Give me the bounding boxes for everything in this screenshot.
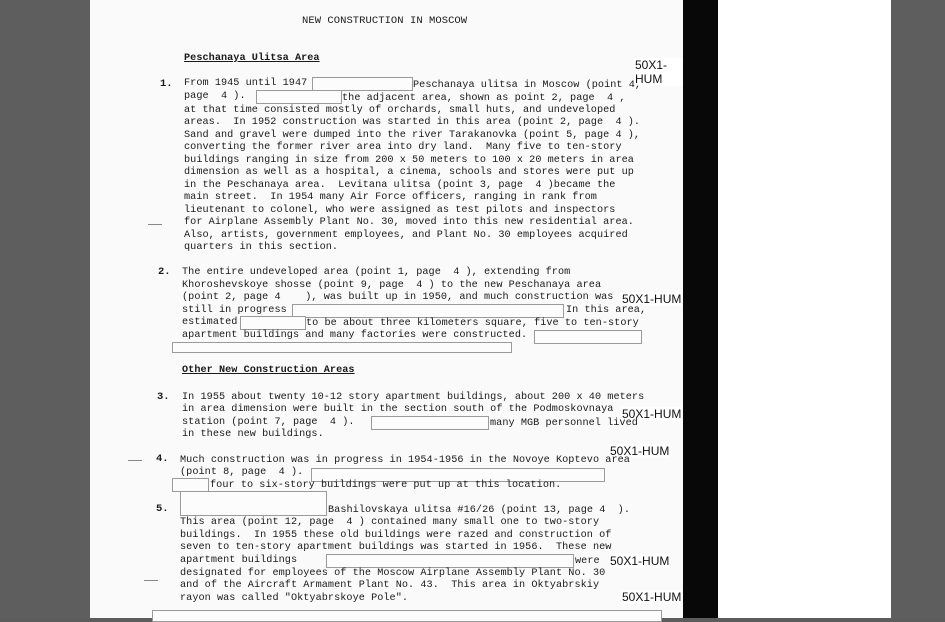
redaction-box <box>240 316 306 330</box>
item3-line: in these new buildings. <box>182 429 324 440</box>
item1-line: buildings ranging in size from 200 x 50 meters to 100 x 20 meters in area <box>184 155 634 166</box>
classification-stamp: 50X1-HUM <box>610 444 670 458</box>
redaction-box <box>172 478 209 492</box>
item-number: 2. <box>158 266 171 278</box>
item4-line: (point 8, page 4 ). <box>180 467 304 478</box>
item1-line: in the Peschanaya area. Levitana ulitsa (point 3, page 4 )became the <box>184 180 616 191</box>
margin-mark <box>128 460 142 461</box>
document-title: NEW CONSTRUCTION IN MOSCOW <box>302 15 468 27</box>
viewer-right-gutter <box>891 0 945 618</box>
margin-mark <box>144 580 158 581</box>
item3-line: in area dimension were built in the section south of the Podmoskovnaya <box>182 404 614 415</box>
item1-line: dimension as well as a hospital, a cinema, schools and stores were put up <box>184 167 634 178</box>
redaction-box <box>256 90 342 104</box>
item2-line: estimated <box>182 317 238 328</box>
item5-line: apartment buildings <box>180 555 298 566</box>
item5-line: This area (point 12, page 4 ) contained many small one to two-story <box>180 517 600 528</box>
redaction-box <box>371 416 489 430</box>
item4-line: Much construction was in progress in 1954-1956 in the Novoye Koptevo area <box>180 455 630 466</box>
item5-line: seven to ten-story apartment buildings was started in 1956. These new <box>180 542 612 553</box>
item1-line: page 4 ). <box>184 91 246 102</box>
redaction-box <box>292 304 564 318</box>
item1-line: Sand and gravel were dumped into the river Tarakanovka (point 5, page 4 ), <box>184 130 641 141</box>
classification-stamp: 50X1-HUM <box>622 292 682 306</box>
item1-line: main street. In 1954 many Air Force officers, ranging in rank from <box>184 192 597 203</box>
item4-line: four to six-story buildings were put up at this location. <box>210 480 562 491</box>
item1-line: for Airplane Assembly Plant No. 30, moved into this new residential area. <box>184 217 634 228</box>
classification-stamp: 50X1-HUM <box>622 407 682 421</box>
section-heading-other: Other New Construction Areas <box>182 365 355 376</box>
viewer-dark-band <box>683 0 718 618</box>
viewer-blank-area <box>718 0 891 618</box>
item-number: 4. <box>156 453 169 465</box>
redaction-box <box>534 330 642 344</box>
redaction-box <box>172 342 512 353</box>
item5-line: rayon was called "Oktyabrskoye Pole". <box>180 593 409 604</box>
classification-stamp: 50X1-HUM <box>610 554 670 568</box>
item2-line: Khoroshevskoye shosse (point 9, page 4 ) to the new Peschanaya area <box>182 280 602 291</box>
item1-line: Also, artists, government employees, and Plant No. 30 employees acquired <box>184 230 628 241</box>
item1-line: Peschanaya ulitsa in Moscow (point 4, <box>413 80 642 91</box>
redaction-box <box>180 491 327 516</box>
item1-line: areas. In 1952 construction was started in this area (point 2, page 4 ). <box>184 117 641 128</box>
document-page <box>90 0 683 618</box>
item3-line: In 1955 about twenty 10-12 story apartment buildings, about 200 x 40 meters <box>182 392 645 403</box>
item2-line: In this area, <box>566 305 647 316</box>
item2-line: The entire undeveloped area (point 1, page 4 ), extending from <box>182 267 571 278</box>
item-number: 1. <box>160 78 173 90</box>
margin-mark <box>148 224 162 225</box>
item1-line: at that time consisted mostly of orchards, small huts, and undeveloped <box>184 105 616 116</box>
classification-stamp: 50X1-HUM <box>634 58 683 86</box>
redaction-box <box>152 610 662 622</box>
redaction-box <box>312 77 413 91</box>
item1-line: From 1945 until 1947 <box>184 78 308 89</box>
item5-line: were <box>575 556 600 567</box>
item5-line: buildings. In 1955 these old buildings were razed and construction of <box>180 530 612 541</box>
redaction-box <box>326 554 574 568</box>
item-number: 5. <box>156 503 169 515</box>
item1-line: converting the former river area into dry land. Many five to ten-story <box>184 142 622 153</box>
item2-line: apartment buildings and many factories were constructed. <box>182 330 528 341</box>
item5-line: and of the Aircraft Armament Plant No. 43. This area in Oktyabrskiy <box>180 580 600 591</box>
classification-stamp: 50X1-HUM <box>622 590 682 604</box>
section-heading-peschanaya: Peschanaya Ulitsa Area <box>184 53 320 64</box>
item1-line: the adjacent area, shown as point 2, page 4 , <box>342 93 626 104</box>
item3-line: many MGB personnel lived <box>490 418 638 429</box>
item1-line: lieutenant to colonel, who were assigned as test pilots and inspectors <box>184 205 616 216</box>
item2-line: to be about three kilometers square, five to ten-story <box>306 318 639 329</box>
item-number: 3. <box>157 391 170 403</box>
item2-line: still in progress <box>182 305 287 316</box>
viewer-left-gutter <box>0 0 90 618</box>
item3-line: station (point 7, page 4 ). <box>182 417 355 428</box>
item2-line: (point 2, page 4 ), was built up in 1950, and much construction was <box>182 292 614 303</box>
item5-line: Bashilovskaya ulitsa #16/26 (point 13, page 4 ). <box>328 505 631 516</box>
item5-line: designated for employees of the Moscow Airplane Assembly Plant No. 30 <box>180 568 606 579</box>
item1-line: quarters in this section. <box>184 242 339 253</box>
